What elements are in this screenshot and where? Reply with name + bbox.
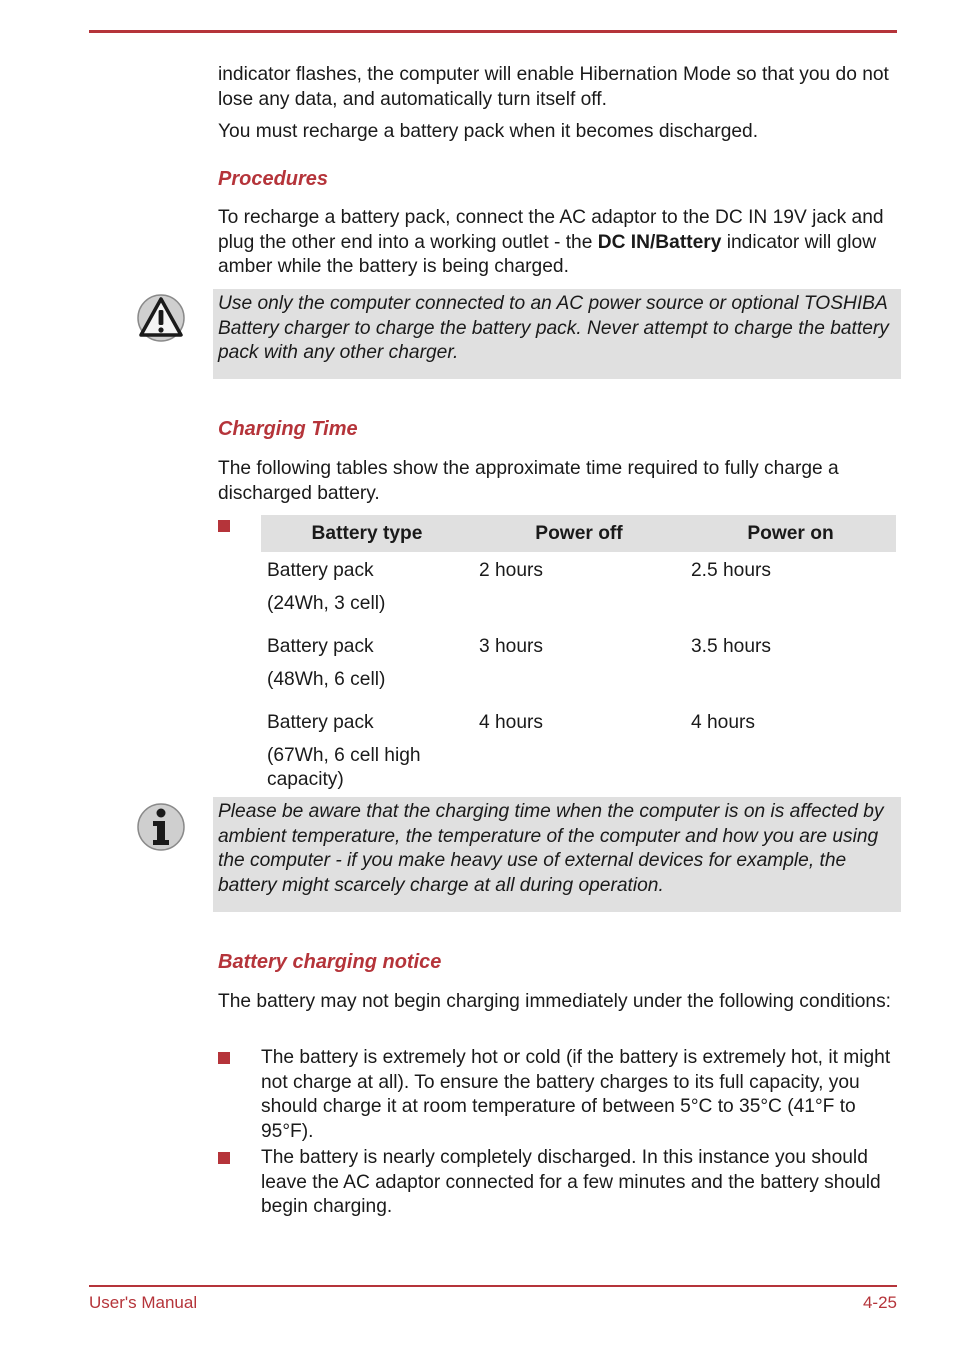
charging-time-intro: The following tables show the approximate time required to fully charge a discharged battery. [218,458,839,504]
power-on-cell: 3.5 hours [691,636,772,657]
list-bullet [218,1052,230,1064]
charging-notice-intro: The battery may not begin charging immediately under the following conditions: [218,991,892,1012]
power-on-cell: 4 hours [691,712,755,733]
power-off-cell: 4 hours [479,712,543,733]
table-row [261,552,896,628]
battery-type-cell: Battery pack (24Wh, 3 cell) [267,560,386,614]
charging-time-heading: Charging Time [218,418,358,440]
intro-paragraph-2: You must recharge a battery pack when it becomes discharged. [218,121,759,142]
footer-title: User's Manual [89,1293,198,1312]
warning-triangle-icon [136,293,186,343]
power-on-cell: 2.5 hours [691,560,772,581]
list-item: The battery is nearly completely discharged. In this instance you should leave the AC adaptor connected for a few minutes and the battery should begin charging. [261,1147,881,1217]
battery-type-cell: Battery pack (48Wh, 6 cell) [267,636,386,690]
table-row [261,628,896,704]
column-header-power-off: Power off [473,515,685,552]
note-text: Please be aware that the charging time when the computer is on is affected by ambient temperature, the temperature of the computer and how you are using the computer - if you make heavy use of external devices for example, the battery might scarcely charge at all during operation. [218,801,884,896]
header-rule [89,30,897,33]
charging-time-table [261,515,896,805]
list-bullet [218,1152,230,1164]
charging-notice-heading: Battery charging notice [218,951,442,973]
footer-rule [89,1285,897,1287]
procedures-paragraph: To recharge a battery pack, connect the AC adaptor to the DC IN 19V jack and plug the other end into a working outlet - the DC IN/Battery indicator will glow amber while the battery is being charged. [218,207,884,277]
battery-type-cell: Battery pack (67Wh, 6 cell high capacity) [267,712,421,790]
power-off-cell: 2 hours [479,560,543,581]
info-icon [136,802,186,852]
procedures-heading: Procedures [218,168,329,190]
column-header-power-on: Power on [685,515,896,552]
table-bullet [218,520,230,532]
table-row [261,704,896,805]
power-off-cell: 3 hours [479,636,543,657]
intro-paragraph-1: indicator flashes, the computer will enable Hibernation Mode so that you do not lose any data, and automatically turn itself off. [218,64,889,110]
column-header-battery-type: Battery type [261,515,473,552]
page-number: 4-25 [862,1293,897,1312]
caution-text: Use only the computer connected to an AC power source or optional TOSHIBA Battery charger to charge the battery pack. Never attempt to charge the battery pack with any other charger. [218,293,889,363]
table-header-row [261,515,896,552]
list-item: The battery is extremely hot or cold (if the battery is extremely hot, it might not charge at all). To ensure the battery charges to its full capacity, you should charge it at room temperature of between 5°C to 35°C (41°F to 95°F). [261,1047,891,1142]
dc-in-battery-label: DC IN/Battery [597,231,722,253]
